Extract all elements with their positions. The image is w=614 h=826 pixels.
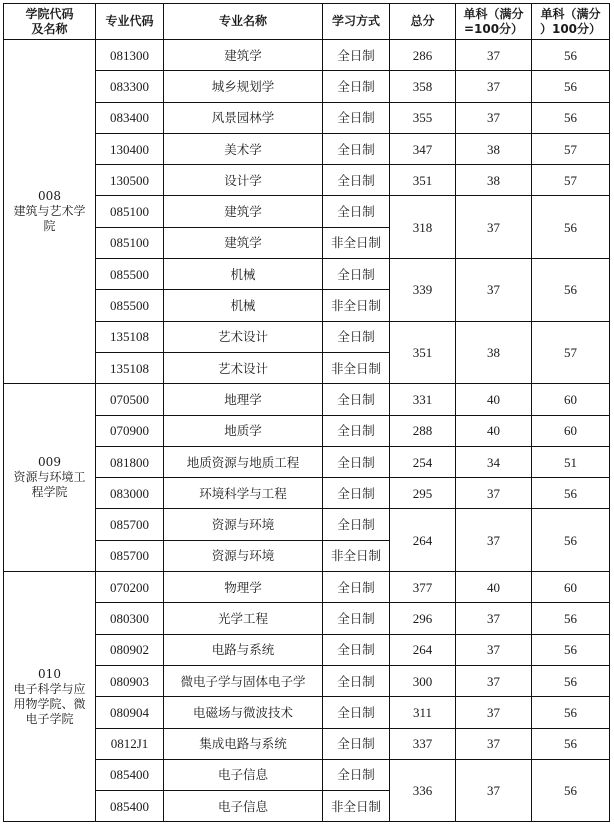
header-total: 总分 — [390, 4, 456, 40]
major-code-cell: 085700 — [96, 509, 164, 540]
total-score-cell: 254 — [390, 446, 456, 477]
school-name-line: 院 — [43, 219, 56, 234]
major-code-cell: 085100 — [96, 227, 164, 258]
major-name-cell: 地质学 — [164, 415, 323, 446]
single-score-b-cell: 56 — [532, 728, 610, 759]
study-mode-cell: 全日制 — [323, 603, 390, 634]
total-score-cell: 377 — [390, 572, 456, 603]
major-name-cell: 光学工程 — [164, 603, 323, 634]
single-score-b-cell: 57 — [532, 165, 610, 196]
study-mode-cell: 全日制 — [323, 759, 390, 790]
total-score-cell: 351 — [390, 321, 456, 384]
school-name-line: 用物学院、微 — [13, 696, 86, 711]
single-score-b-cell: 56 — [532, 259, 610, 322]
major-code-cell: 080904 — [96, 697, 164, 728]
single-score-b-cell: 56 — [532, 759, 610, 822]
major-code-cell: 081800 — [96, 446, 164, 477]
major-name-cell: 环境科学与工程 — [164, 478, 323, 509]
study-mode-cell: 全日制 — [323, 196, 390, 227]
school-code: 009 — [38, 455, 61, 470]
study-mode-cell: 全日制 — [323, 102, 390, 133]
study-mode-cell: 全日制 — [323, 728, 390, 759]
school-code: 008 — [38, 189, 61, 204]
school-name-line: 程学院 — [31, 485, 68, 500]
single-score-a-cell: 40 — [456, 415, 532, 446]
major-code-cell: 080902 — [96, 634, 164, 665]
major-code-cell: 081300 — [96, 40, 164, 71]
school-cell — [4, 384, 96, 572]
major-code-cell: 080300 — [96, 603, 164, 634]
single-score-a-cell: 37 — [456, 697, 532, 728]
study-mode-cell: 全日制 — [323, 509, 390, 540]
study-mode-cell: 全日制 — [323, 478, 390, 509]
school-cell — [4, 40, 96, 384]
single-score-a-cell: 37 — [456, 509, 532, 572]
major-code-cell: 135108 — [96, 352, 164, 383]
study-mode-cell: 全日制 — [323, 384, 390, 415]
single-score-a-cell: 37 — [456, 40, 532, 71]
major-code-cell: 083000 — [96, 478, 164, 509]
total-score-cell: 311 — [390, 697, 456, 728]
single-score-b-cell: 56 — [532, 697, 610, 728]
major-code-cell: 085100 — [96, 196, 164, 227]
school-cell — [4, 572, 96, 822]
single-score-b-cell: 60 — [532, 572, 610, 603]
header-major-code: 专业代码 — [96, 4, 164, 40]
major-code-cell: 085500 — [96, 259, 164, 290]
study-mode-cell: 全日制 — [323, 446, 390, 477]
single-score-a-cell: 37 — [456, 634, 532, 665]
total-score-cell: 296 — [390, 603, 456, 634]
major-name-cell: 物理学 — [164, 572, 323, 603]
single-score-b-cell: 51 — [532, 446, 610, 477]
table-row — [4, 40, 610, 71]
study-mode-cell: 全日制 — [323, 415, 390, 446]
major-code-cell: 0812J1 — [96, 728, 164, 759]
header-major-name: 专业名称 — [164, 4, 323, 40]
single-score-a-cell: 37 — [456, 603, 532, 634]
major-code-cell: 085400 — [96, 791, 164, 822]
major-name-cell: 建筑学 — [164, 196, 323, 227]
major-name-cell: 风景园林学 — [164, 102, 323, 133]
single-score-a-cell: 38 — [456, 165, 532, 196]
study-mode-cell: 全日制 — [323, 259, 390, 290]
major-name-cell: 微电子学与固体电子学 — [164, 665, 323, 696]
single-score-a-cell: 37 — [456, 665, 532, 696]
major-name-cell: 集成电路与系统 — [164, 728, 323, 759]
study-mode-cell: 全日制 — [323, 697, 390, 728]
single-score-a-cell: 34 — [456, 446, 532, 477]
header-single-subject-a: 单科（满分 =100分） — [456, 4, 532, 40]
study-mode-cell: 全日制 — [323, 634, 390, 665]
major-code-cell: 085700 — [96, 540, 164, 571]
major-name-cell: 美术学 — [164, 133, 323, 164]
study-mode-cell: 全日制 — [323, 71, 390, 102]
single-score-b-cell: 56 — [532, 665, 610, 696]
major-code-cell: 130500 — [96, 165, 164, 196]
study-mode-cell: 全日制 — [323, 133, 390, 164]
major-name-cell: 资源与环境 — [164, 540, 323, 571]
school-name-line: 资源与环境工 — [13, 470, 86, 485]
major-code-cell: 070900 — [96, 415, 164, 446]
single-score-b-cell: 57 — [532, 133, 610, 164]
single-score-a-cell: 37 — [456, 759, 532, 822]
table-row — [4, 572, 610, 603]
header-row — [4, 4, 610, 40]
single-score-a-cell: 37 — [456, 478, 532, 509]
single-score-a-cell: 40 — [456, 572, 532, 603]
total-score-cell: 264 — [390, 509, 456, 572]
study-mode-cell: 全日制 — [323, 165, 390, 196]
header-study-mode: 学习方式 — [323, 4, 390, 40]
study-mode-cell: 非全日制 — [323, 540, 390, 571]
total-score-cell: 337 — [390, 728, 456, 759]
single-score-b-cell: 56 — [532, 40, 610, 71]
total-score-cell: 336 — [390, 759, 456, 822]
single-score-a-cell: 37 — [456, 259, 532, 322]
major-name-cell: 机械 — [164, 290, 323, 321]
major-name-cell: 艺术设计 — [164, 321, 323, 352]
study-mode-cell: 全日制 — [323, 40, 390, 71]
table-header — [4, 4, 610, 40]
major-code-cell: 085400 — [96, 759, 164, 790]
study-mode-cell: 非全日制 — [323, 791, 390, 822]
single-score-b-cell: 56 — [532, 509, 610, 572]
major-name-cell: 电子信息 — [164, 759, 323, 790]
major-name-cell: 建筑学 — [164, 227, 323, 258]
major-name-cell: 艺术设计 — [164, 352, 323, 383]
total-score-cell: 318 — [390, 196, 456, 259]
major-name-cell: 电路与系统 — [164, 634, 323, 665]
study-mode-cell: 全日制 — [323, 321, 390, 352]
major-name-cell: 设计学 — [164, 165, 323, 196]
major-name-cell: 机械 — [164, 259, 323, 290]
total-score-cell: 295 — [390, 478, 456, 509]
table-row — [4, 384, 610, 415]
major-code-cell: 130400 — [96, 133, 164, 164]
total-score-cell: 358 — [390, 71, 456, 102]
single-score-b-cell: 56 — [532, 603, 610, 634]
total-score-cell: 288 — [390, 415, 456, 446]
table-body — [4, 40, 610, 822]
single-score-a-cell: 37 — [456, 728, 532, 759]
school-name-line: 建筑与艺术学 — [13, 204, 86, 219]
major-code-cell: 135108 — [96, 321, 164, 352]
major-code-cell: 085500 — [96, 290, 164, 321]
single-score-a-cell: 37 — [456, 196, 532, 259]
major-code-cell: 080903 — [96, 665, 164, 696]
single-score-a-cell: 38 — [456, 321, 532, 384]
study-mode-cell: 非全日制 — [323, 227, 390, 258]
single-score-b-cell: 56 — [532, 71, 610, 102]
single-score-a-cell: 37 — [456, 71, 532, 102]
total-score-cell: 286 — [390, 40, 456, 71]
major-name-cell: 资源与环境 — [164, 509, 323, 540]
major-name-cell: 电子信息 — [164, 791, 323, 822]
header-school: 学院代码 及名称 — [4, 4, 96, 40]
major-code-cell: 070500 — [96, 384, 164, 415]
total-score-cell: 300 — [390, 665, 456, 696]
school-name-line: 电子科学与应 — [13, 681, 86, 696]
single-score-b-cell: 56 — [532, 196, 610, 259]
single-score-a-cell: 38 — [456, 133, 532, 164]
header-single-subject-b: 单科（满分 ）100分） — [532, 4, 610, 40]
single-score-b-cell: 56 — [532, 478, 610, 509]
major-name-cell: 电磁场与微波技术 — [164, 697, 323, 728]
total-score-cell: 264 — [390, 634, 456, 665]
single-score-b-cell: 57 — [532, 321, 610, 384]
single-score-b-cell: 56 — [532, 102, 610, 133]
major-name-cell: 地质资源与地质工程 — [164, 446, 323, 477]
major-name-cell: 地理学 — [164, 384, 323, 415]
study-mode-cell: 全日制 — [323, 665, 390, 696]
total-score-cell: 331 — [390, 384, 456, 415]
total-score-cell: 351 — [390, 165, 456, 196]
major-code-cell: 083400 — [96, 102, 164, 133]
major-code-cell: 070200 — [96, 572, 164, 603]
single-score-b-cell: 60 — [532, 384, 610, 415]
single-score-a-cell: 40 — [456, 384, 532, 415]
single-score-b-cell: 56 — [532, 634, 610, 665]
study-mode-cell: 非全日制 — [323, 352, 390, 383]
total-score-cell: 355 — [390, 102, 456, 133]
total-score-cell: 339 — [390, 259, 456, 322]
single-score-b-cell: 60 — [532, 415, 610, 446]
single-score-a-cell: 37 — [456, 102, 532, 133]
school-name-line: 电子学院 — [25, 711, 74, 726]
major-code-cell: 083300 — [96, 71, 164, 102]
major-name-cell: 建筑学 — [164, 40, 323, 71]
school-code: 010 — [38, 666, 61, 681]
major-name-cell: 城乡规划学 — [164, 71, 323, 102]
total-score-cell: 347 — [390, 133, 456, 164]
study-mode-cell: 全日制 — [323, 572, 390, 603]
study-mode-cell: 非全日制 — [323, 290, 390, 321]
score-table — [3, 3, 610, 822]
